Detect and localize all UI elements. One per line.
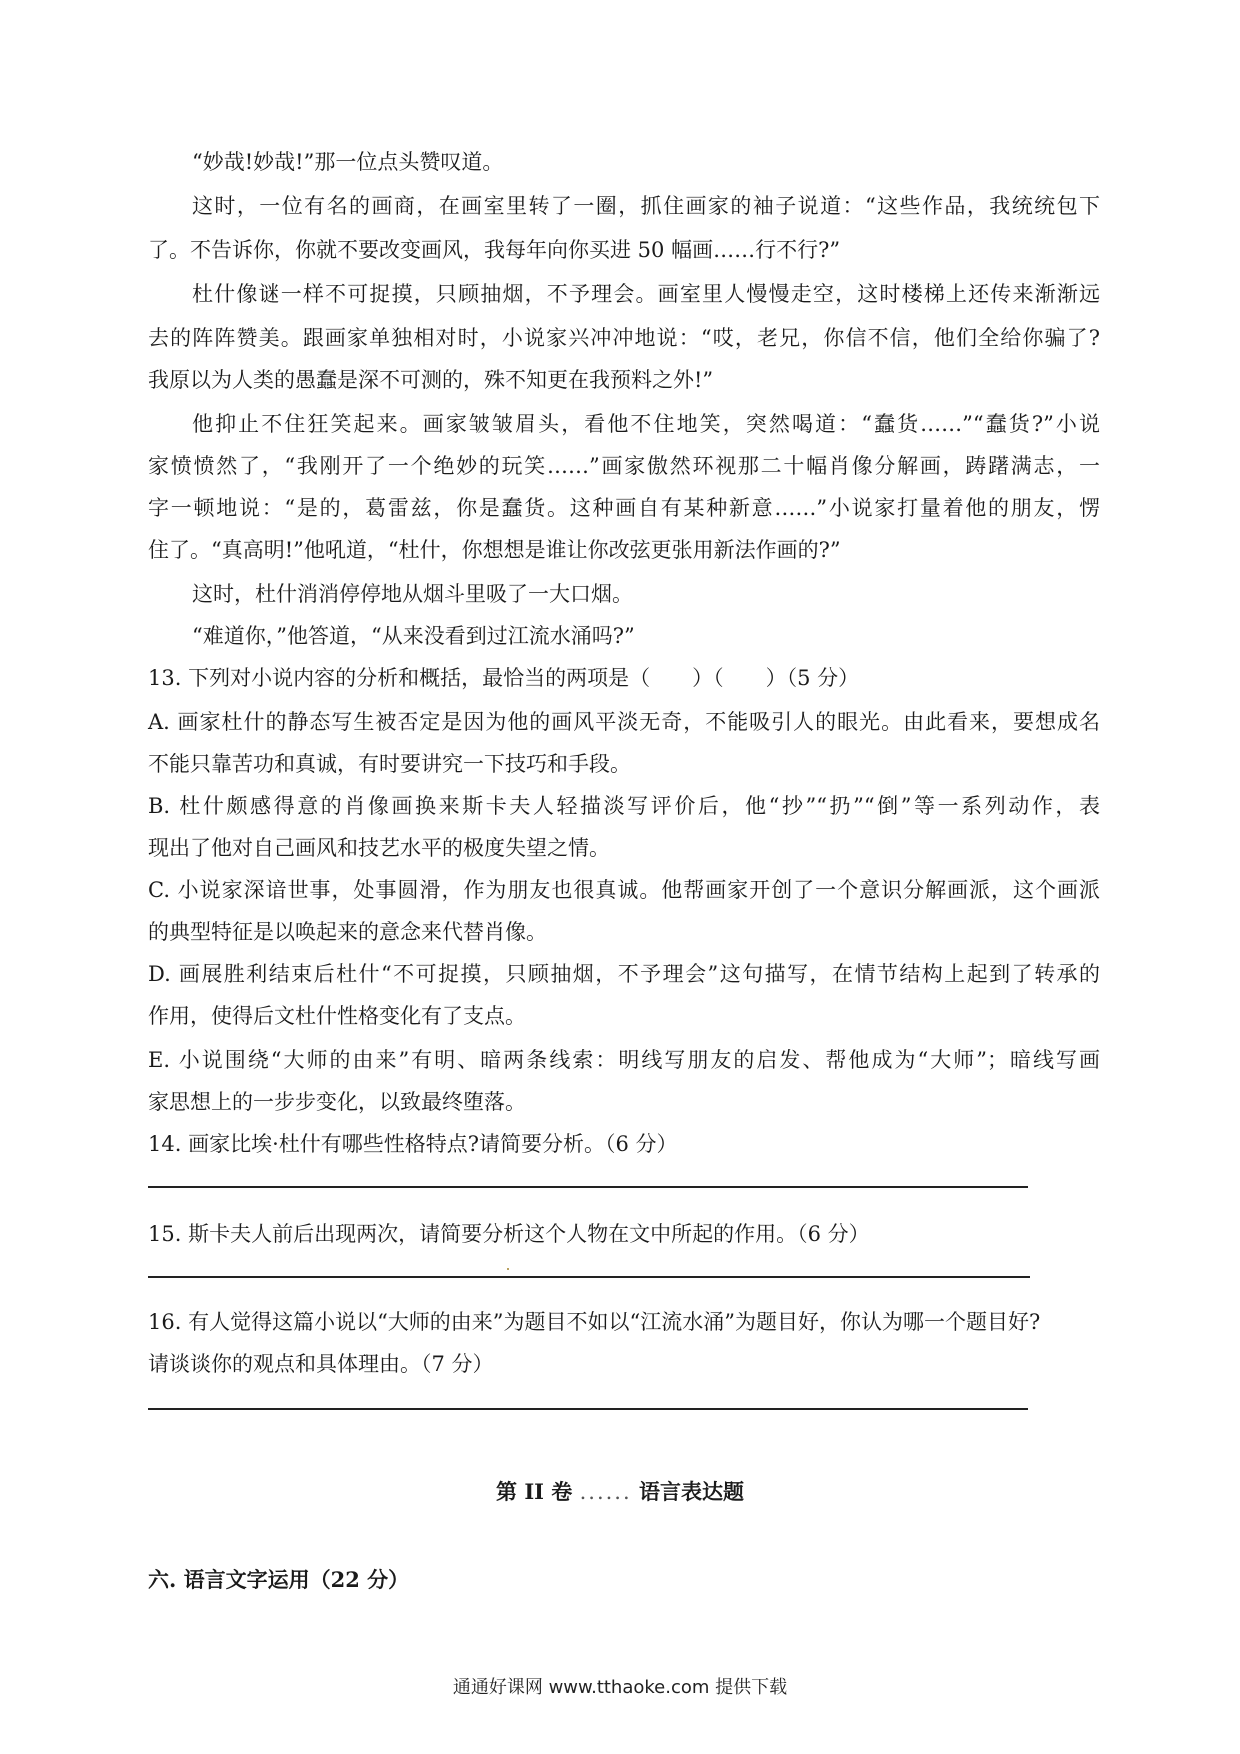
passage-line: 去的阵阵赞美。跟画家单独相对时，小说家兴冲冲地说：“哎，老兄，你信不信，他们全给你骗了? [148,326,1100,350]
option-e-line: 家思想上的一步步变化，以致最终堕落。 [148,1090,526,1114]
option-d-line: D. 画展胜利结束后杜什“不可捉摸，只顾抽烟，不予理会”这句描写，在情节结构上起到了转承的 [148,962,1100,986]
question-13-stem: 13. 下列对小说内容的分析和概括，最恰当的两项是（ ）（ ）（5 分） [148,666,860,690]
option-a-line: A. 画家杜什的静态写生被否定是因为他的画风平淡无奇，不能吸引人的眼光。由此看来，要想成名 [148,710,1100,734]
question-16-stem: 请谈谈你的观点和具体理由。（7 分） [148,1352,494,1376]
answer-line[interactable] [148,1276,1030,1278]
passage-line: “难道你，”他答道，“从来没看到过江流水涌吗?” [192,624,635,648]
passage-line: 家愤愤然了，“我刚开了一个绝妙的玩笑……”画家傲然环视那二十幅肖像分解画，踌躇满志，一 [148,454,1100,478]
footer-download-note: 通通好课网 www.tthaoke.com 提供下载 [452,1677,788,1698]
question-14-stem: 14. 画家比埃·杜什有哪些性格特点?请简要分析。（6 分） [148,1132,678,1156]
passage-line: 字一顿地说：“是的，葛雷兹，你是蠢货。这种画自有某种新意……”小说家打量着他的朋友，愣 [148,496,1100,520]
passage-line: 我原以为人类的愚蠢是深不可测的，殊不知更在我预料之外!” [148,368,714,392]
passage-line: 杜什像谜一样不可捉摸，只顾抽烟，不予理会。画室里人慢慢走空，这时楼梯上还传来渐渐远 [192,282,1100,306]
passage-line: 了。不告诉你，你就不要改变画风，我每年向你买进 50 幅画……行不行?” [148,238,841,262]
section-six-heading: 六. 语言文字运用（22 分） [148,1567,410,1592]
answer-line[interactable] [148,1186,1028,1188]
question-16-stem: 16. 有人觉得这篇小说以“大师的由来”为题目不如以“江流水涌”为题目好，你认为哪一个题目好? [148,1310,1041,1334]
volume-title [0,1478,1240,1506]
option-e-line: E. 小说围绕“大师的由来”有明、暗两条线索：明线写朋友的启发、帮他成为“大师”；暗线写画 [148,1048,1100,1072]
option-c-line: 的典型特征是以唤起来的意念来代替肖像。 [148,920,547,944]
answer-line[interactable] [148,1408,1028,1410]
question-15-stem: 15. 斯卡夫人前后出现两次，请简要分析这个人物在文中所起的作用。（6 分） [148,1222,870,1246]
passage-line: 这时，杜什消消停停地从烟斗里吸了一大口烟。 [192,582,633,606]
option-c-line: C. 小说家深谙世事，处事圆滑，作为朋友也很真诚。他帮画家开创了一个意识分解画派，这个画派 [148,878,1100,902]
passage-line: 住了。“真高明!”他吼道，“杜什，你想想是谁让你改弦更张用新法作画的?” [148,538,841,562]
scan-speck [507,1268,509,1270]
option-d-line: 作用，使得后文杜什性格变化有了支点。 [148,1004,526,1028]
passage-line: “妙哉!妙哉!”那一位点头赞叹道。 [192,150,504,174]
volume-title-dots: ...... [579,1480,632,1504]
option-a-line: 不能只靠苦功和真诚，有时要讲究一下技巧和手段。 [148,752,631,776]
option-b-line: 现出了他对自己画风和技艺水平的极度失望之情。 [148,836,610,860]
option-b-line: B. 杜什颇感得意的肖像画换来斯卡夫人轻描淡写评价后，他“抄”“扔”“倒”等一系列动作，表 [148,794,1100,818]
volume-title-suffix: 语言表达题 [638,1479,744,1504]
passage-line: 他抑止不住狂笑起来。画家皱皱眉头，看他不住地笑，突然喝道：“蠢货……”“蠢货?”小说 [192,412,1100,436]
volume-title-prefix: 第 II 卷 [496,1479,573,1504]
passage-line: 这时，一位有名的画商，在画室里转了一圈，抓住画家的袖子说道：“这些作品，我统统包下 [192,194,1100,218]
